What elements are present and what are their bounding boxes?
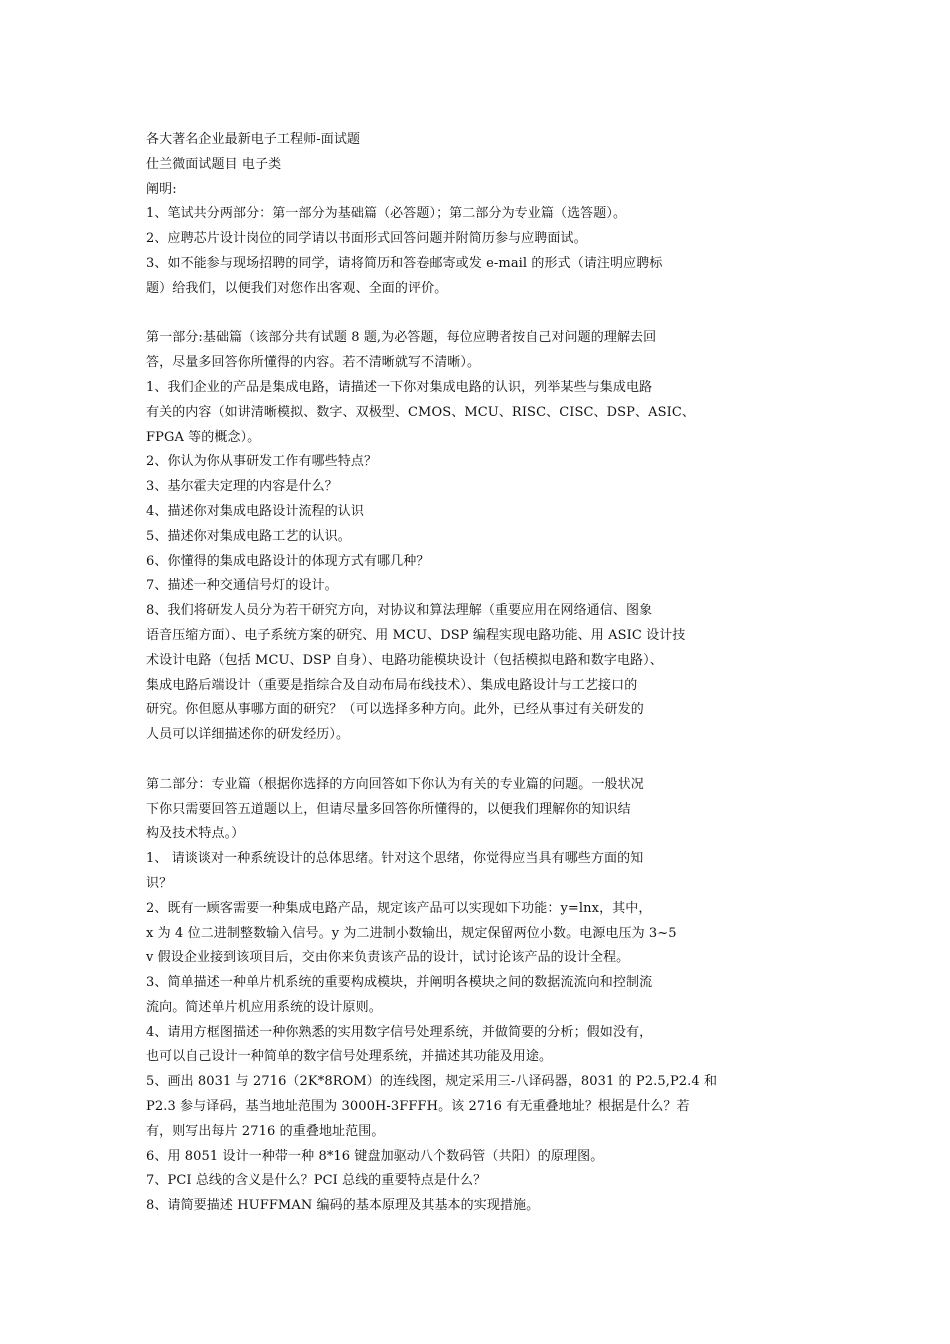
part2-line: 第二部分：专业篇（根据你选择的方向回答如下你认为有关的专业篇的问题。一般状况 bbox=[146, 776, 644, 792]
part1-line: 5、描述你对集成电路工艺的认识。 bbox=[146, 528, 351, 544]
part1-line: 4、描述你对集成电路设计流程的认识 bbox=[146, 503, 364, 519]
part2-line: 6、用 8051 设计一种带一种 8*16 键盘加驱动八个数码管（共阳）的原理图。 bbox=[146, 1148, 604, 1164]
part1-line: 语音压缩方面）、电子系统方案的研究、用 MCU、DSP 编程实现电路功能、用 ASIC 设计技 bbox=[146, 627, 686, 643]
part1-line: 7、描述一种交通信号灯的设计。 bbox=[146, 578, 338, 594]
intro-label: 阐明: bbox=[146, 181, 177, 197]
part2-line: 构及技术特点。） bbox=[146, 826, 245, 842]
part2-line: 识？ bbox=[146, 875, 173, 891]
part2-line: 2、既有一顾客需要一种集成电路产品，规定该产品可以实现如下功能：y=lnx，其中， bbox=[146, 900, 652, 916]
part2-line: 8、请简要描述 HUFFMAN 编码的基本原理及其基本的实现措施。 bbox=[146, 1198, 540, 1214]
part2-line: 5、画出 8031 与 2716（2K*8ROM）的连线图，规定采用三-八译码器，8031 的 P2.5,P2.4 和 bbox=[146, 1074, 718, 1090]
part2-line: 3、简单描述一种单片机系统的重要构成模块，并阐明各模块之间的数据流流向和控制流 bbox=[146, 975, 653, 991]
instruction-line: 1、笔试共分两部分：第一部分为基础篇（必答题）；第二部分为专业篇（选答题）。 bbox=[146, 206, 627, 222]
part2-line: 有，则写出每片 2716 的重叠地址范围。 bbox=[146, 1123, 385, 1139]
part1-line: 有关的内容（如讲清晰模拟、数字、双极型、CMOS、MCU、RISC、CISC、DSP、ASIC、 bbox=[146, 404, 695, 420]
part1-line: 8、我们将研发人员分为若干研究方向，对协议和算法理解（重要应用在网络通信、图象 bbox=[146, 603, 653, 619]
part2-line: 也可以自己设计一种简单的数字信号处理系统，并描述其功能及用途。 bbox=[146, 1049, 553, 1065]
part1-line: 6、你懂得的集成电路设计的体现方式有哪几种？ bbox=[146, 553, 430, 569]
part2-line: v 假设企业接到该项目后，交由你来负责该产品的设计，试讨论该产品的设计全程。 bbox=[146, 950, 630, 966]
part2-line: 下你只需要回答五道题以上，但请尽量多回答你所懂得的，以便我们理解你的知识结 bbox=[146, 801, 631, 817]
paragraph-spacer bbox=[146, 748, 716, 773]
part1-line: 答，尽量多回答你所懂得的内容。若不清晰就写不清晰）。 bbox=[146, 355, 481, 371]
part1-line: 3、基尔霍夫定理的内容是什么？ bbox=[146, 479, 338, 495]
part1-line: 研究。你但愿从事哪方面的研究？（可以选择多种方向。此外，已经从事过有关研发的 bbox=[146, 702, 644, 718]
part2-line: P2.3 参与译码，基当地址范围为 3000H-3FFFH。该 2716 有无重叠地址？根据是什么？若 bbox=[146, 1099, 690, 1115]
part2-line: 流向。简述单片机应用系统的设计原则。 bbox=[146, 999, 382, 1015]
part2-line: 1、 请谈谈对一种系统设计的总体思绪。针对这个思绪，你觉得应当具有哪些方面的知 bbox=[146, 851, 644, 867]
document-page bbox=[146, 128, 716, 1219]
instruction-line: 题）给我们，以便我们对您作出客观、全面的评价。 bbox=[146, 280, 448, 296]
instruction-line: 2、应聘芯片设计岗位的同学请以书面形式回答问题并附简历参与应聘面试。 bbox=[146, 231, 587, 247]
paragraph-spacer bbox=[146, 302, 716, 327]
part1-line: 人员可以详细描述你的研发经历）。 bbox=[146, 727, 350, 743]
part2-line: 4、请用方框图描述一种你熟悉的实用数字信号处理系统，并做简要的分析；假如没有， bbox=[146, 1024, 653, 1040]
part1-line: 1、我们企业的产品是集成电路，请描述一下你对集成电路的认识，列举某些与集成电路 bbox=[146, 379, 653, 395]
part1-line: 术设计电路（包括 MCU、DSP 自身）、电路功能模块设计（包括模拟电路和数字电路）、 bbox=[146, 652, 663, 668]
part1-line: 2、你认为你从事研发工作有哪些特点？ bbox=[146, 454, 378, 470]
part2-line: 7、PCI 总线的含义是什么？PCI 总线的重要特点是什么？ bbox=[146, 1173, 487, 1189]
part2-line: x 为 4 位二进制整数输入信号。y 为二进制小数输出，规定保留两位小数。电源电压为 3~5 bbox=[146, 925, 677, 941]
part1-line: 集成电路后端设计（重要是指综合及自动布局布线技术）、集成电路设计与工艺接口的 bbox=[146, 677, 638, 693]
instruction-line: 3、如不能参与现场招聘的同学，请将简历和答卷邮寄或发 e-mail 的形式（请注明应聘标 bbox=[146, 255, 663, 271]
part1-line: 第一部分:基础篇（该部分共有试题 8 题,为必答题，每位应聘者按自己对问题的理解去回 bbox=[146, 330, 657, 346]
document-title: 各大著名企业最新电子工程师-面试题 bbox=[146, 132, 361, 147]
part1-line: FPGA 等的概念）。 bbox=[146, 429, 261, 445]
document-subtitle: 仕兰微面试题目 电子类 bbox=[146, 156, 282, 172]
